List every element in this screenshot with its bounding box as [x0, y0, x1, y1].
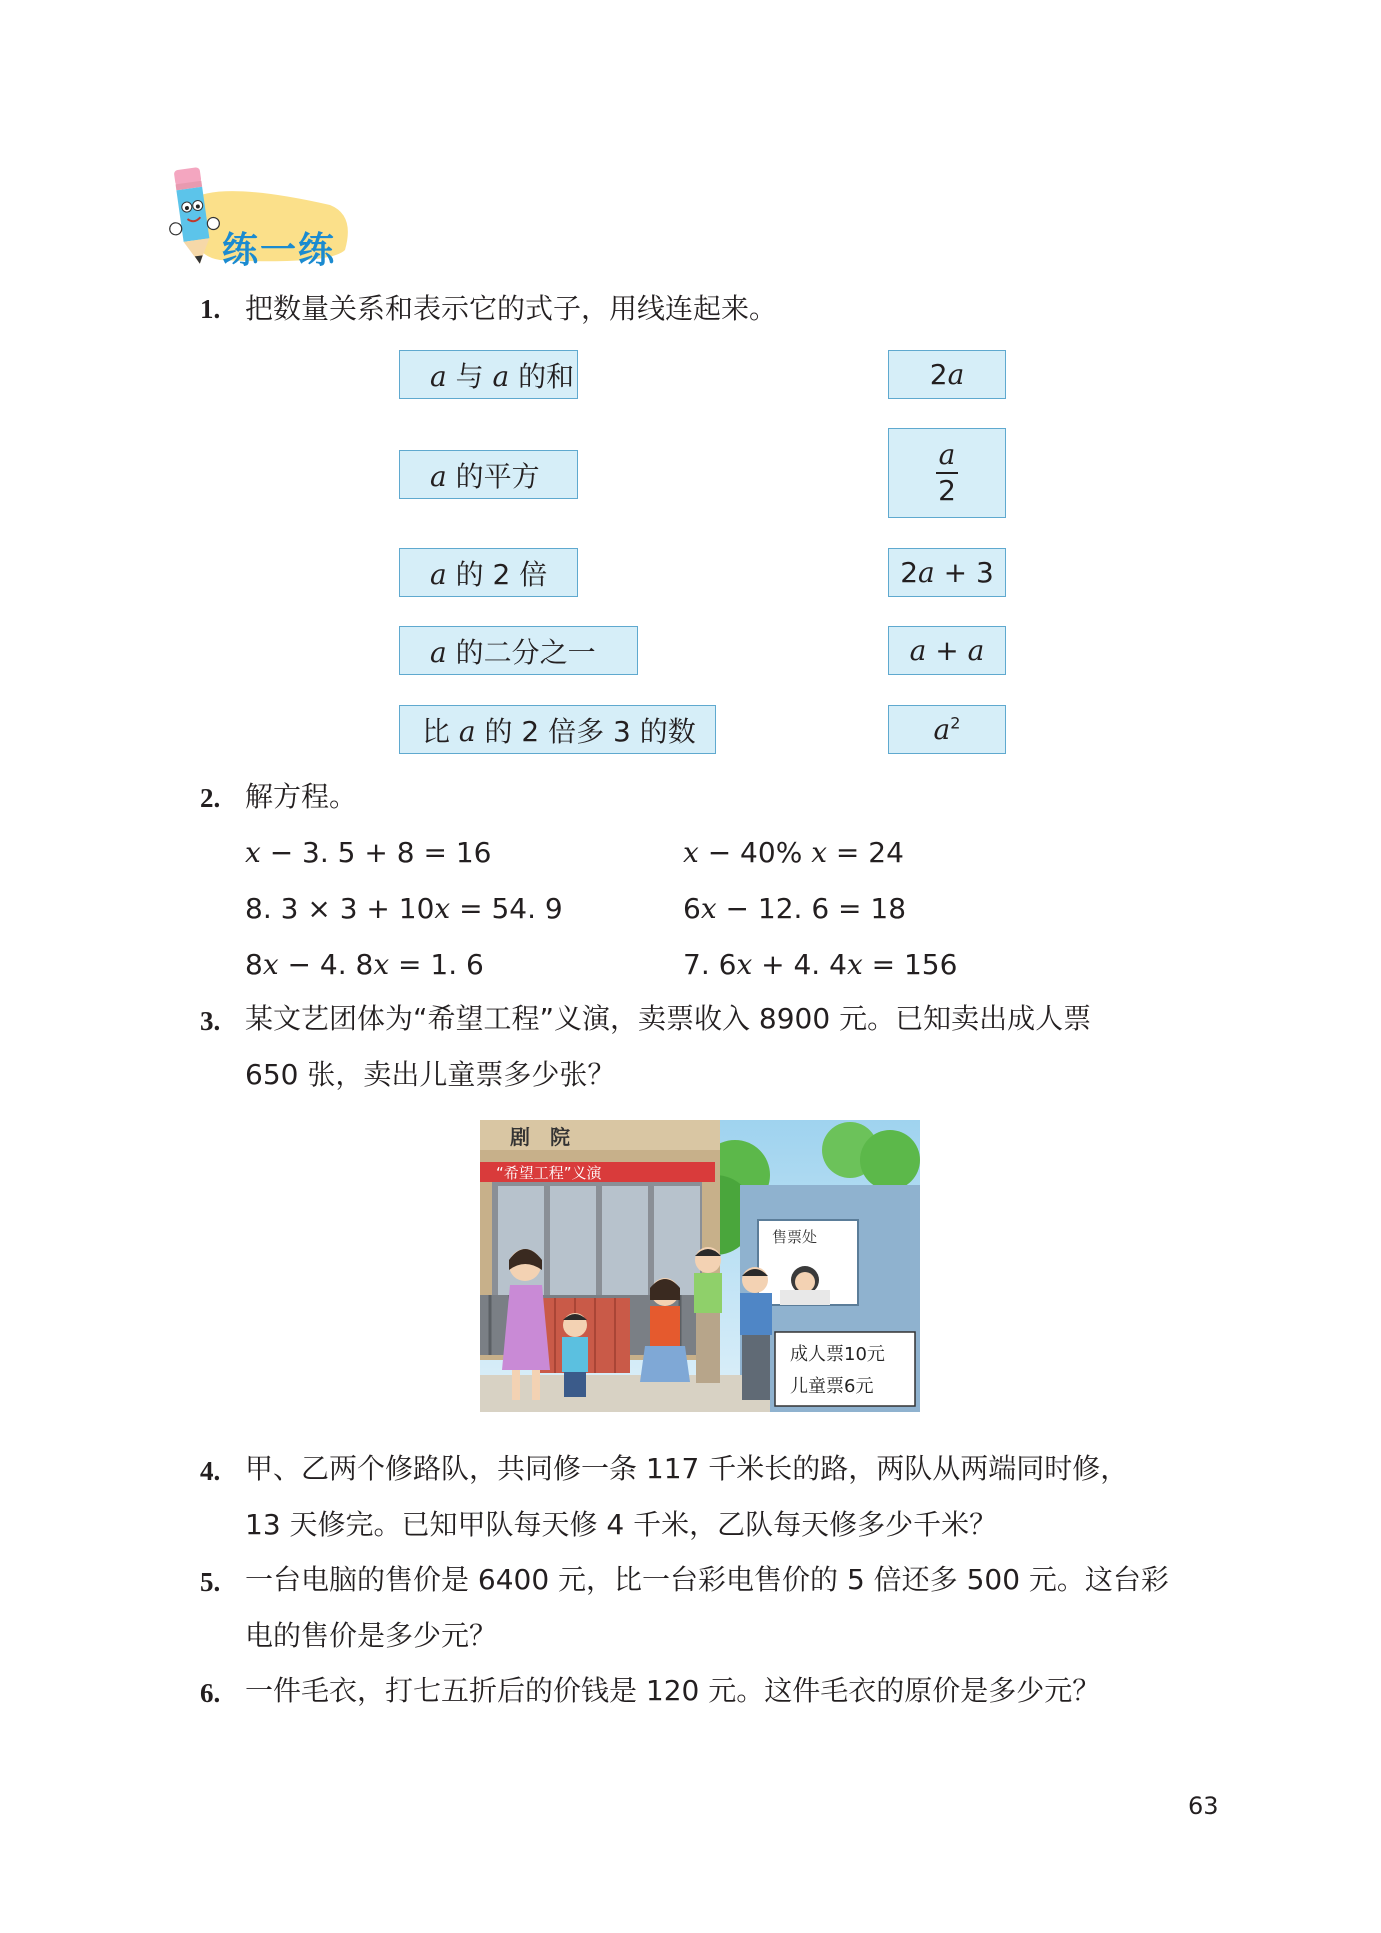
question-text-6-line1: 一件毛衣，打七五折后的价钱是 120 元。这件毛衣的原价是多少元？	[245, 1674, 1101, 1707]
question-number-6: 6.	[200, 1678, 221, 1708]
left-box-5[interactable]: 比 a 的 2 倍多 3 的数	[399, 705, 716, 754]
equation-3: 8. 3 × 3 + 10x = 54. 9	[245, 892, 563, 925]
theater-scene-image	[480, 1120, 920, 1412]
question-text-4-line1: 甲、乙两个修路队，共同修一条 117 千米长的路，两队从两端同时修，	[245, 1452, 1129, 1485]
right-box-1[interactable]: 2a	[888, 350, 1006, 399]
question-number-2: 2.	[200, 783, 221, 813]
right-box-5[interactable]: $a^2$	[888, 705, 1006, 754]
left-box-1[interactable]: a 与 a 的和	[399, 350, 578, 399]
question-number-3: 3.	[200, 1006, 221, 1036]
page-number: 63	[1188, 1792, 1219, 1820]
theater-sign: 剧 院	[510, 1125, 570, 1149]
right-box-3[interactable]: 2a + 3	[888, 548, 1006, 597]
section-title: 练一练	[222, 230, 337, 271]
banner-text: “希望工程”义演	[496, 1164, 602, 1182]
adult-price: 成人票10元	[790, 1344, 885, 1365]
equation-6: 7. 6x + 4. 4x = 156	[683, 948, 958, 981]
question-number-5: 5.	[200, 1567, 221, 1597]
question-text-3-line1: 某文艺团体为“希望工程”义演，卖票收入 8900 元。已知卖出成人票	[245, 1002, 1092, 1035]
right-box-2[interactable]	[888, 428, 1006, 518]
question-text-3-line2: 650 张，卖出儿童票多少张？	[245, 1058, 616, 1091]
question-text-2: 解方程。	[245, 780, 358, 813]
left-box-3[interactable]: a 的 2 倍	[399, 548, 578, 597]
fraction: $\frac{a}{2}$	[936, 440, 958, 506]
booth-sign: 售票处	[772, 1228, 818, 1246]
question-number-1: 1.	[200, 294, 221, 324]
question-text-1: 把数量关系和表示它的式子，用线连起来。	[245, 292, 778, 325]
question-text-5-line1: 一台电脑的售价是 6400 元，比一台彩电售价的 5 倍还多 500 元。这台彩	[245, 1563, 1169, 1596]
theater-illustration	[480, 1120, 920, 1412]
question-text-4-line2: 13 天修完。已知甲队每天修 4 千米，乙队每天修多少千米？	[245, 1508, 998, 1541]
question-text-5-line2: 电的售价是多少元？	[245, 1619, 498, 1652]
equation-5: 8x − 4. 8x = 1. 6	[245, 948, 484, 981]
child-price: 儿童票6元	[790, 1376, 874, 1397]
equation-2: x − 40% x = 24	[683, 836, 904, 869]
left-box-2[interactable]: a 的平方	[399, 450, 578, 499]
question-number-4: 4.	[200, 1456, 221, 1486]
right-box-4[interactable]: a + a	[888, 626, 1006, 675]
equation-4: 6x − 12. 6 = 18	[683, 892, 907, 925]
equation-1: x − 3. 5 + 8 = 16	[245, 836, 492, 869]
left-box-4[interactable]: a 的二分之一	[399, 626, 638, 675]
